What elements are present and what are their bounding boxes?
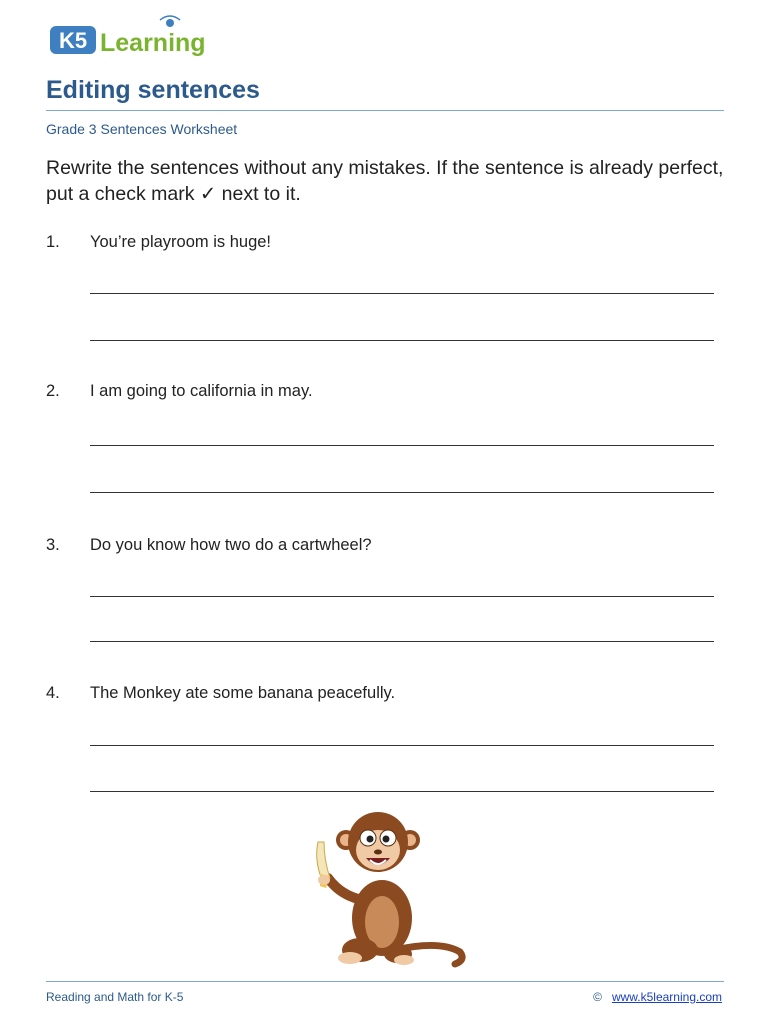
- footer-divider: [46, 981, 724, 982]
- question-2-number: 2.: [46, 382, 60, 400]
- question-3-number: 3.: [46, 536, 60, 554]
- logo-learning-text: Learning: [100, 29, 206, 57]
- question-1-number: 1.: [46, 233, 60, 251]
- logo-k5-text: K5: [58, 28, 88, 53]
- question-2-answer-line-2[interactable]: [90, 492, 714, 493]
- monkey-with-banana-illustration: [300, 800, 470, 975]
- question-3-text: Do you know how two do a cartwheel?: [90, 536, 372, 554]
- copyright-symbol: ©: [593, 990, 602, 1004]
- question-3-answer-line-2[interactable]: [90, 641, 714, 642]
- page-title: Editing sentences: [46, 76, 260, 104]
- question-4-text: The Monkey ate some banana peacefully.: [90, 684, 396, 702]
- question-4-answer-line-1[interactable]: [90, 745, 714, 746]
- question-1-text: You’re playroom is huge!: [90, 233, 272, 251]
- k5-learning-logo[interactable]: [48, 14, 218, 60]
- header-divider: [46, 110, 724, 111]
- footer-tagline: Reading and Math for K-5: [46, 990, 184, 1004]
- worksheet-subtitle: Grade 3 Sentences Worksheet: [46, 121, 238, 137]
- question-2-text: I am going to california in may.: [90, 382, 313, 400]
- question-1-answer-line-1[interactable]: [90, 293, 714, 294]
- question-3-answer-line-1[interactable]: [90, 596, 714, 597]
- question-4-answer-line-2[interactable]: [90, 791, 714, 792]
- question-2-answer-line-1[interactable]: [90, 445, 714, 446]
- instructions-text: Rewrite the sentences without any mistakes. If the sentence is already perfect, put a check mark ✓ next to it.: [46, 157, 724, 205]
- footer-website-link[interactable]: www.k5learning.com: [611, 990, 722, 1004]
- footer-copyright: [593, 990, 722, 1004]
- question-1-answer-line-2[interactable]: [90, 340, 714, 341]
- question-4-number: 4.: [46, 684, 60, 702]
